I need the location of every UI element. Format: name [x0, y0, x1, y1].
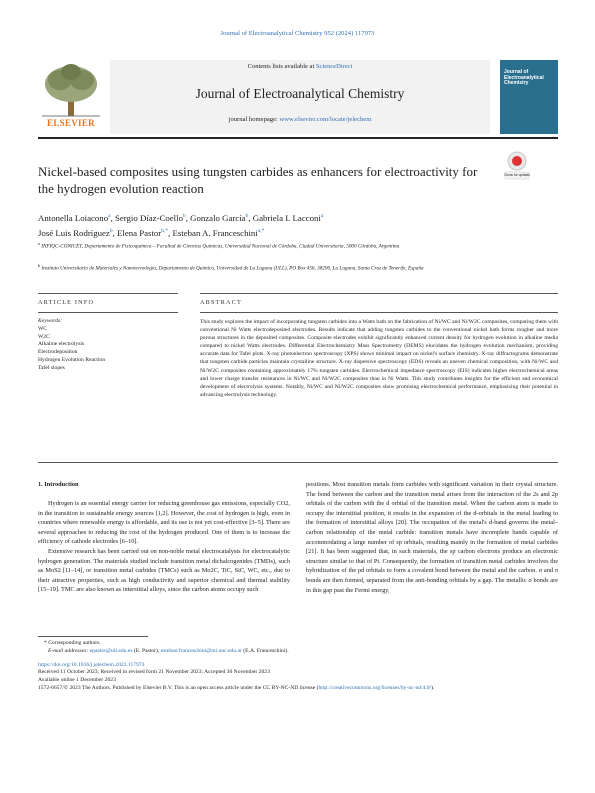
- homepage-link[interactable]: www.elsevier.com/locate/jelechem: [279, 116, 372, 123]
- article-info-heading: ARTICLE INFO: [38, 299, 95, 306]
- keywords-block: [38, 318, 168, 373]
- abstract-text: This study explores the impact of incorporating tungsten carbides into a Watts bath on the fabrication of Ni/WC and Ni/W2C composites, comparing them with conventional Ni Watts electrodeposited electrodes. Results indicate that adding tungsten carbides to the conventional nickel bath forms rougher and more porous structures in the deposited composites. Composite electrodes exhibit significantly enhanced current density for hydrogen evolution in alkaline media compared to nickel Watts electrodes. Differential Electrochemistry Mass Spectrometry (DEMS) elucidates the hydrogen evolution mechanism, providing accurate data for Tafel plots. X-ray photoelectron spectroscopy (XPS) shows minimal impact on nickel's surface chemistry. X-ray diffractograms demonstrate that tungsten carbide particles maintain crystalline structure. X-ray dispersive spectroscopy (EDS) reveals an uneven chemical composition, with Ni/WC and Ni/W2C composites containing approximately 17% tungsten carbides. Electrochemical impedance spectroscopy (EIS) indicates higher electrochemical areas and lower charge transfer resistances in Ni/WC and Ni/W2C composites than in Ni Watts. This study contributes insights for the efficient and economical development of electrolysis systems. Notably, Ni/WC and Ni/W2C composites show promising electrochemical performance, emphasizing their potential in advancing electrolysis technology.: [200, 319, 558, 398]
- paper-title: Nickel-based composites using tungsten carbides as enhancers for electroactivity for the hydrogen evolution reaction: [38, 164, 478, 196]
- author-affiliation-mark[interactable]: a,*: [257, 227, 265, 234]
- author-name: Gabriela I. Lacconi: [252, 212, 321, 223]
- affiliation-b-text: Instituto Universitario de Materiales y Nanotecnología, Departamento de Química, Universidad de La Laguna (ULL), PO Box 456, 38200, La Laguna, Santa Cruz de Tenerife, España: [41, 265, 424, 272]
- email-link-franceschini[interactable]: esteban.franceschini@mi.unc.edu.ar: [160, 647, 242, 654]
- author-affiliation-mark[interactable]: b: [109, 227, 113, 234]
- left-paragraph-2: Extensive research has been carried out on non-noble metal electrocatalysts for electrocatalytic hydrogen generation. The materials studied include transition metal dichalcogenides (TMDs), such as MoS2 [11–14], or transition metal carbides (TMCs) such as Mo2C, TiC, SiC, WC, etc., due to their attractive properties, such as high conductivity and superior chemical and thermal stability [15–19]. TMC are also known as interstitial alloys, since the carbon atoms occupy such: [38, 547, 290, 594]
- journal-title: Journal of Electroanalytical Chemistry: [195, 86, 405, 101]
- author-name: Gonzalo García: [190, 212, 246, 223]
- homepage-prefix: journal homepage:: [228, 116, 280, 123]
- keyword-item: Tafel slopes: [38, 364, 65, 371]
- check-for-updates-button[interactable]: [504, 150, 530, 180]
- author-name: Elena Pastor: [117, 227, 162, 238]
- keyword-item: Electrodeposition: [38, 349, 78, 356]
- check-updates-label: Check for updates: [504, 173, 530, 177]
- keyword-item: Alkaline electrolysis: [38, 341, 85, 348]
- author-affiliation-mark[interactable]: b: [245, 213, 249, 219]
- footnotes: [38, 640, 558, 693]
- email-owner-pastor: (E. Pastor),: [132, 647, 161, 654]
- doi-link[interactable]: https://doi.org/10.1016/j.jelechem.2023.117973: [38, 661, 145, 668]
- keywords-label: Keywords:: [38, 318, 63, 324]
- authors-line-1: Antonella Loiacono$^a$, Sergio Díaz-Coello$^b$, Gonzalo García$^b$, Gabriela I. Lacconi$^a$: [38, 212, 324, 223]
- email-prefix: E-mail addresses:: [48, 647, 90, 654]
- author-affiliation-mark[interactable]: a: [320, 213, 324, 219]
- left-paragraph-1: Hydrogen is an essential energy carrier for reducing greenhouse gas emissions, especially CO2, in the transition to sustainable energy sources [1,2]. However, the cost of hydrogen is high, even in countries where renewable energy is affordable, and its use is not yet cost-effective [3–5]. There are several approaches to reducing the cost of the hydrogen produced. One of them is to increase the efficiency of cathode electrodes [6–10].: [38, 500, 290, 546]
- keywords-list: [38, 326, 168, 373]
- info-rule-mid: [38, 312, 178, 313]
- received-dates: Received 11 October 2023; Received in revised form 21 November 2023; Accepted 30 November 2023: [38, 669, 270, 676]
- elsevier-logo-text: ELSEVIER: [47, 118, 95, 128]
- keyword-item: W2C: [38, 333, 50, 340]
- license-line: [38, 685, 558, 693]
- author-name: Antonella Loiacono: [38, 212, 109, 223]
- email-line: [38, 648, 558, 656]
- keyword-item: Hydrogen Evolution Reaction: [38, 356, 106, 363]
- affiliation-a: $^a$ INFIQC-CONICET, Departamento de Fisicoquímica – Facultad de Ciencias Químicas, Universidad Nacional de Córdoba, Ciudad Universitaria, 5000 Córdoba, Argentina: [38, 241, 400, 250]
- author-name: José Luis Rodríguez: [38, 227, 110, 238]
- abstract-rule-mid: [200, 312, 558, 313]
- right-column: positions. Most transition metals form carbides with significant variation in their crystal structure. The bond between the carbon and the transition metal arises from the interaction of the 2s and 2p orbitals of the carbon with the d orbital of the transition metal. When the carbon atom is made to occupy the interstitial position, it results in the expansion of the d-orbitals in the metal leading to the formation of interstitial alloys [20]. The occupation of the metal's d-band governs the metal–carbon relationship of the metal carbide: transition metals have incomplete bands capable of accommodating a large number of sp orbitals, resulting mainly in the formation of metal carbides [21]. It has been suggested that, in such materials, the sp carbon electrons produce an electronic structure similar to that of Pt. Consequently, the formation of transition metal carbides involves the hybridization of the pd orbitals to form a covalent bond between the metal and the carbon. σ and π bonds are then formed, separated from the anti-bonding orbitals by a gap. The metallic σ bonds are in this gap past the Fermi energy,: [306, 481, 558, 594]
- license-suffix: ).: [431, 684, 435, 691]
- footnote-rule: [38, 636, 148, 637]
- info-rule-top: [38, 293, 178, 294]
- affiliation-b: $^b$ Instituto Universitario de Materiales y Nanotecnología, Departamento de Química, Universidad de La Laguna (ULL), PO Box 456, 38200, La Laguna, Santa Cruz de Tenerife, España: [38, 263, 424, 272]
- author-affiliation-mark[interactable]: b: [182, 213, 186, 219]
- affiliation-a-text: INFIQC-CONICET, Departamento de Fisicoquímica – Facultad de Ciencias Químicas, Universidad Nacional de Córdoba, Ciudad Universitaria, 5000 Córdoba, Argentina: [41, 243, 400, 250]
- sciencedirect-link[interactable]: ScienceDirect: [315, 63, 353, 70]
- author-list: [38, 210, 518, 240]
- left-column: [38, 499, 290, 595]
- license-prefix: 1572-6657/© 2023 The Authors. Published by Elsevier B.V. This is an open access article under the CC BY-NC-ND license (: [38, 684, 319, 691]
- available-online: Available online 1 December 2023: [38, 677, 116, 684]
- keyword-item: WC: [38, 325, 48, 332]
- author-affiliation-mark[interactable]: a: [108, 213, 111, 219]
- contents-prefix: Contents lists available at: [247, 63, 316, 70]
- homepage-line: [110, 116, 490, 123]
- email-owner-franceschini: (E.A. Franceschini).: [241, 647, 289, 654]
- header-rule: [38, 137, 558, 139]
- section-heading-introduction: 1. Introduction: [38, 481, 79, 488]
- abstract-rule-top: [200, 293, 558, 294]
- abstract-heading: ABSTRACT: [200, 299, 242, 306]
- email-link-pastor[interactable]: epastor@ull.edu.es: [89, 647, 133, 654]
- authors-line-2: José Luis Rodríguez$^b$, Elena Pastor$^{b,*}$, Esteban A. Franceschini$^{a,*}$: [38, 227, 265, 238]
- corresponding-note: * Corresponding authors.: [44, 640, 101, 646]
- author-affiliation-mark[interactable]: b,*: [161, 227, 169, 234]
- license-link[interactable]: http://creativecommons.org/licenses/by-nc-nd/4.0/: [318, 684, 432, 691]
- author-name: Sergio Díaz-Coello: [114, 212, 183, 223]
- cover-title: Journal of Electroanalytical Chemistry: [504, 69, 544, 86]
- author-name: Esteban A. Franceschini: [172, 227, 258, 238]
- abstract-rule-bottom: [38, 462, 558, 463]
- journal-citation[interactable]: Journal of Electroanalytical Chemistry 952 (2024) 117973: [220, 30, 375, 37]
- contents-line: [110, 63, 490, 70]
